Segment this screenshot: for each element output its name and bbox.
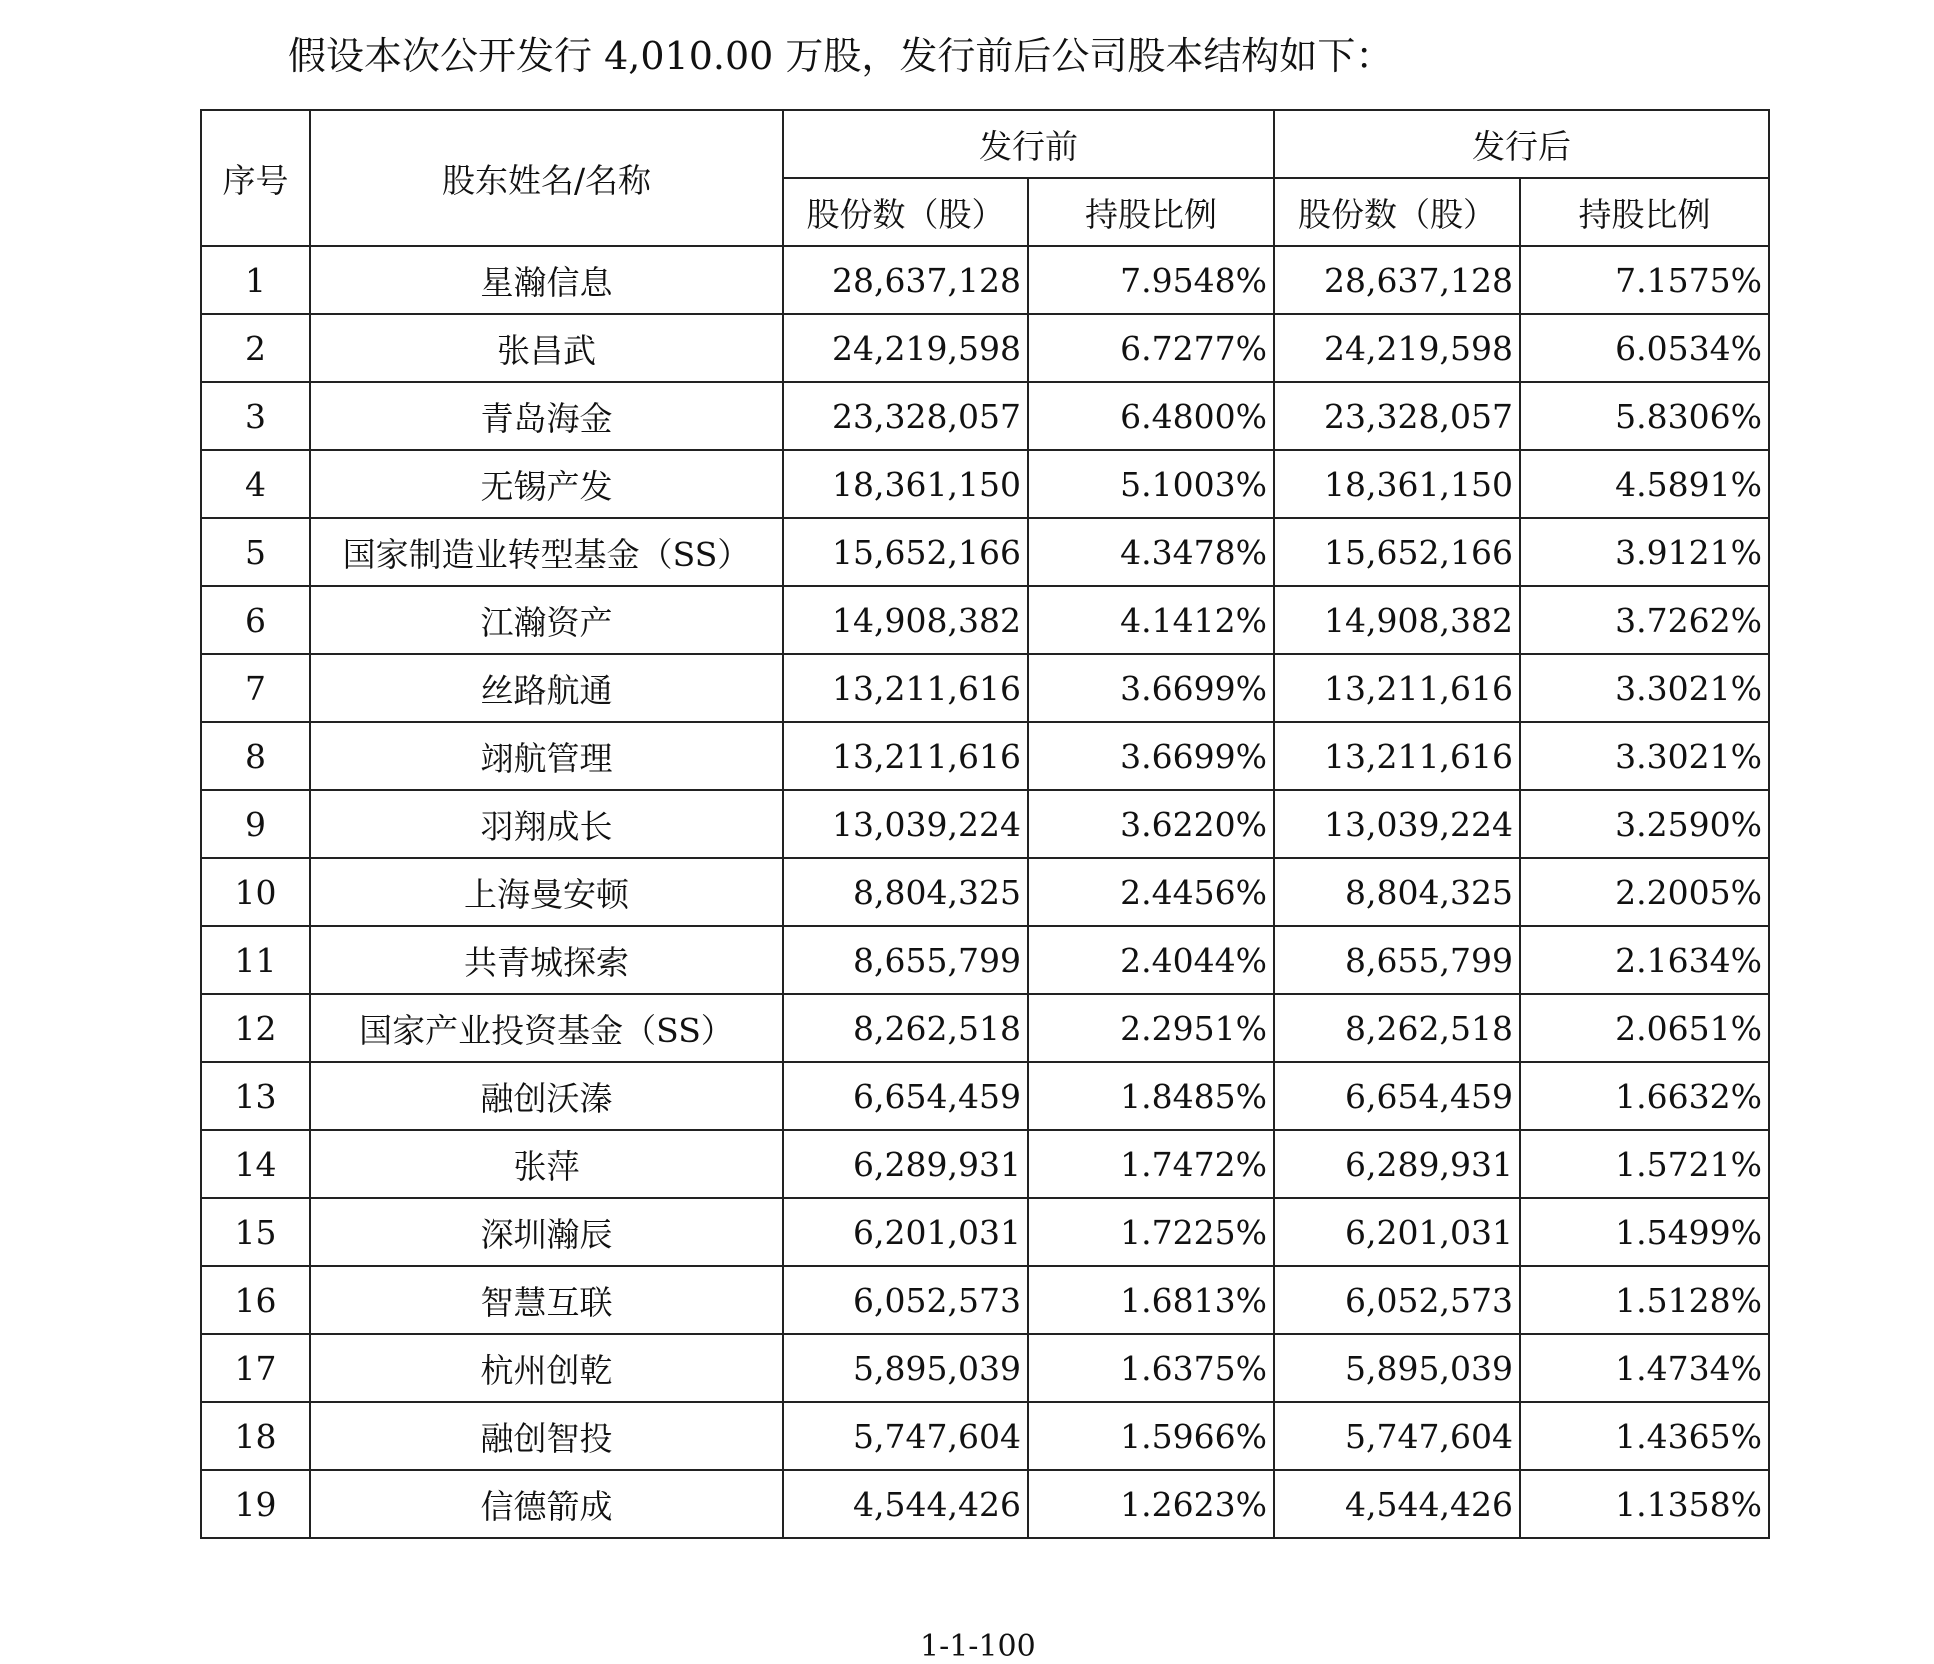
- ratio-before-cell: 2.4044%: [1028, 926, 1274, 994]
- header-ratio-after: 持股比例: [1520, 178, 1769, 246]
- row-index-cell: 13: [201, 1062, 310, 1130]
- row-index-cell: 8: [201, 722, 310, 790]
- shares-before-cell: 6,654,459: [783, 1062, 1028, 1130]
- ratio-after-cell: 3.3021%: [1520, 722, 1769, 790]
- shares-after-cell: 13,039,224: [1274, 790, 1520, 858]
- row-index-cell: 7: [201, 654, 310, 722]
- shares-after-cell: 6,052,573: [1274, 1266, 1520, 1334]
- table-row: [201, 790, 1769, 858]
- ratio-after-cell: 1.4365%: [1520, 1402, 1769, 1470]
- shares-before-cell: 8,262,518: [783, 994, 1028, 1062]
- shares-after-cell: 5,747,604: [1274, 1402, 1520, 1470]
- row-index-cell: 17: [201, 1334, 310, 1402]
- ratio-after-cell: 1.5721%: [1520, 1130, 1769, 1198]
- header-shares-after: 股份数（股）: [1274, 178, 1520, 246]
- row-index-cell: 5: [201, 518, 310, 586]
- shareholder-name-cell: 深圳瀚辰: [310, 1198, 783, 1266]
- table-row: [201, 1062, 1769, 1130]
- shareholder-name-cell: 张萍: [310, 1130, 783, 1198]
- shares-before-cell: 23,328,057: [783, 382, 1028, 450]
- shares-before-cell: 18,361,150: [783, 450, 1028, 518]
- shareholder-name-cell: 青岛海金: [310, 382, 783, 450]
- header-shares-before: 股份数（股）: [783, 178, 1028, 246]
- header-row-1: [201, 110, 1769, 178]
- shares-before-cell: 13,211,616: [783, 722, 1028, 790]
- ratio-before-cell: 3.6220%: [1028, 790, 1274, 858]
- ratio-after-cell: 1.5128%: [1520, 1266, 1769, 1334]
- row-index-cell: 16: [201, 1266, 310, 1334]
- row-index-cell: 6: [201, 586, 310, 654]
- shares-before-cell: 6,289,931: [783, 1130, 1028, 1198]
- row-index-cell: 19: [201, 1470, 310, 1538]
- shares-before-cell: 4,544,426: [783, 1470, 1028, 1538]
- shares-after-cell: 6,201,031: [1274, 1198, 1520, 1266]
- table-row: [201, 1402, 1769, 1470]
- row-index-cell: 4: [201, 450, 310, 518]
- row-index-cell: 2: [201, 314, 310, 382]
- shareholder-name-cell: 星瀚信息: [310, 246, 783, 314]
- ratio-after-cell: 1.5499%: [1520, 1198, 1769, 1266]
- header-after-issue: 发行后: [1274, 110, 1769, 178]
- shares-before-cell: 15,652,166: [783, 518, 1028, 586]
- ratio-before-cell: 6.4800%: [1028, 382, 1274, 450]
- ratio-before-cell: 2.4456%: [1028, 858, 1274, 926]
- ratio-before-cell: 5.1003%: [1028, 450, 1274, 518]
- header-before-issue: 发行前: [783, 110, 1274, 178]
- shareholder-name-cell: 江瀚资产: [310, 586, 783, 654]
- ratio-after-cell: 6.0534%: [1520, 314, 1769, 382]
- shares-after-cell: 13,211,616: [1274, 654, 1520, 722]
- table-row: [201, 654, 1769, 722]
- row-index-cell: 12: [201, 994, 310, 1062]
- table-row: [201, 382, 1769, 450]
- shares-before-cell: 13,039,224: [783, 790, 1028, 858]
- shares-before-cell: 24,219,598: [783, 314, 1028, 382]
- shareholder-name-cell: 羽翔成长: [310, 790, 783, 858]
- shares-after-cell: 8,655,799: [1274, 926, 1520, 994]
- table-row: [201, 1334, 1769, 1402]
- table-row: [201, 1130, 1769, 1198]
- table-header: [201, 110, 1769, 246]
- shares-after-cell: 15,652,166: [1274, 518, 1520, 586]
- ratio-after-cell: 3.2590%: [1520, 790, 1769, 858]
- ratio-before-cell: 1.7472%: [1028, 1130, 1274, 1198]
- table-row: [201, 1266, 1769, 1334]
- header-ratio-before: 持股比例: [1028, 178, 1274, 246]
- shares-before-cell: 5,895,039: [783, 1334, 1028, 1402]
- ratio-before-cell: 4.3478%: [1028, 518, 1274, 586]
- ratio-before-cell: 1.5966%: [1028, 1402, 1274, 1470]
- table-row: [201, 586, 1769, 654]
- shareholder-name-cell: 信德箭成: [310, 1470, 783, 1538]
- row-index-cell: 9: [201, 790, 310, 858]
- ratio-after-cell: 3.3021%: [1520, 654, 1769, 722]
- row-index-cell: 18: [201, 1402, 310, 1470]
- shareholder-name-cell: 杭州创乾: [310, 1334, 783, 1402]
- table-row: [201, 858, 1769, 926]
- intro-text: 假设本次公开发行 4,010.00 万股，发行前后公司股本结构如下：: [288, 34, 1394, 78]
- ratio-before-cell: 1.8485%: [1028, 1062, 1274, 1130]
- shareholder-name-cell: 国家制造业转型基金（SS）: [310, 518, 783, 586]
- ratio-before-cell: 1.6813%: [1028, 1266, 1274, 1334]
- shares-before-cell: 6,052,573: [783, 1266, 1028, 1334]
- table-row: [201, 246, 1769, 314]
- shares-before-cell: 8,804,325: [783, 858, 1028, 926]
- ratio-after-cell: 2.1634%: [1520, 926, 1769, 994]
- row-index-cell: 14: [201, 1130, 310, 1198]
- ratio-after-cell: 3.9121%: [1520, 518, 1769, 586]
- shareholder-name-cell: 共青城探索: [310, 926, 783, 994]
- ratio-before-cell: 4.1412%: [1028, 586, 1274, 654]
- ratio-after-cell: 1.6632%: [1520, 1062, 1769, 1130]
- shares-before-cell: 6,201,031: [783, 1198, 1028, 1266]
- page-number: 1-1-100: [920, 1629, 1036, 1664]
- shares-after-cell: 5,895,039: [1274, 1334, 1520, 1402]
- shares-before-cell: 28,637,128: [783, 246, 1028, 314]
- shares-after-cell: 13,211,616: [1274, 722, 1520, 790]
- shareholder-name-cell: 融创智投: [310, 1402, 783, 1470]
- table-row: [201, 1198, 1769, 1266]
- shares-before-cell: 5,747,604: [783, 1402, 1028, 1470]
- ratio-before-cell: 7.9548%: [1028, 246, 1274, 314]
- shareholder-name-cell: 国家产业投资基金（SS）: [310, 994, 783, 1062]
- shares-after-cell: 4,544,426: [1274, 1470, 1520, 1538]
- shares-before-cell: 13,211,616: [783, 654, 1028, 722]
- header-shareholder-name: 股东姓名/名称: [310, 110, 783, 246]
- ratio-before-cell: 1.2623%: [1028, 1470, 1274, 1538]
- shareholder-name-cell: 翊航管理: [310, 722, 783, 790]
- shares-after-cell: 23,328,057: [1274, 382, 1520, 450]
- ratio-after-cell: 2.2005%: [1520, 858, 1769, 926]
- row-index-cell: 11: [201, 926, 310, 994]
- shareholder-name-cell: 融创沃溱: [310, 1062, 783, 1130]
- ratio-before-cell: 2.2951%: [1028, 994, 1274, 1062]
- table-row: [201, 722, 1769, 790]
- ratio-before-cell: 3.6699%: [1028, 722, 1274, 790]
- ratio-after-cell: 4.5891%: [1520, 450, 1769, 518]
- table-row: [201, 994, 1769, 1062]
- ratio-before-cell: 6.7277%: [1028, 314, 1274, 382]
- shareholder-name-cell: 张昌武: [310, 314, 783, 382]
- ratio-before-cell: 3.6699%: [1028, 654, 1274, 722]
- shares-after-cell: 8,804,325: [1274, 858, 1520, 926]
- shares-before-cell: 8,655,799: [783, 926, 1028, 994]
- shareholder-name-cell: 无锡产发: [310, 450, 783, 518]
- table-row: [201, 1470, 1769, 1538]
- shares-after-cell: 24,219,598: [1274, 314, 1520, 382]
- ratio-after-cell: 1.1358%: [1520, 1470, 1769, 1538]
- ratio-after-cell: 1.4734%: [1520, 1334, 1769, 1402]
- shareholder-name-cell: 智慧互联: [310, 1266, 783, 1334]
- ratio-after-cell: 3.7262%: [1520, 586, 1769, 654]
- ratio-before-cell: 1.6375%: [1028, 1334, 1274, 1402]
- ratio-after-cell: 5.8306%: [1520, 382, 1769, 450]
- shares-before-cell: 14,908,382: [783, 586, 1028, 654]
- shares-after-cell: 6,289,931: [1274, 1130, 1520, 1198]
- table-row: [201, 314, 1769, 382]
- shareholder-name-cell: 上海曼安顿: [310, 858, 783, 926]
- ratio-before-cell: 1.7225%: [1028, 1198, 1274, 1266]
- shareholder-name-cell: 丝路航通: [310, 654, 783, 722]
- row-index-cell: 1: [201, 246, 310, 314]
- shares-after-cell: 28,637,128: [1274, 246, 1520, 314]
- shares-after-cell: 14,908,382: [1274, 586, 1520, 654]
- header-index: 序号: [201, 110, 310, 246]
- shares-after-cell: 8,262,518: [1274, 994, 1520, 1062]
- ratio-after-cell: 7.1575%: [1520, 246, 1769, 314]
- shares-after-cell: 6,654,459: [1274, 1062, 1520, 1130]
- row-index-cell: 10: [201, 858, 310, 926]
- table-row: [201, 518, 1769, 586]
- shares-after-cell: 18,361,150: [1274, 450, 1520, 518]
- table-row: [201, 926, 1769, 994]
- row-index-cell: 15: [201, 1198, 310, 1266]
- table-body: [201, 246, 1769, 1538]
- share-capital-table: [200, 109, 1770, 1539]
- ratio-after-cell: 2.0651%: [1520, 994, 1769, 1062]
- table-row: [201, 450, 1769, 518]
- row-index-cell: 3: [201, 382, 310, 450]
